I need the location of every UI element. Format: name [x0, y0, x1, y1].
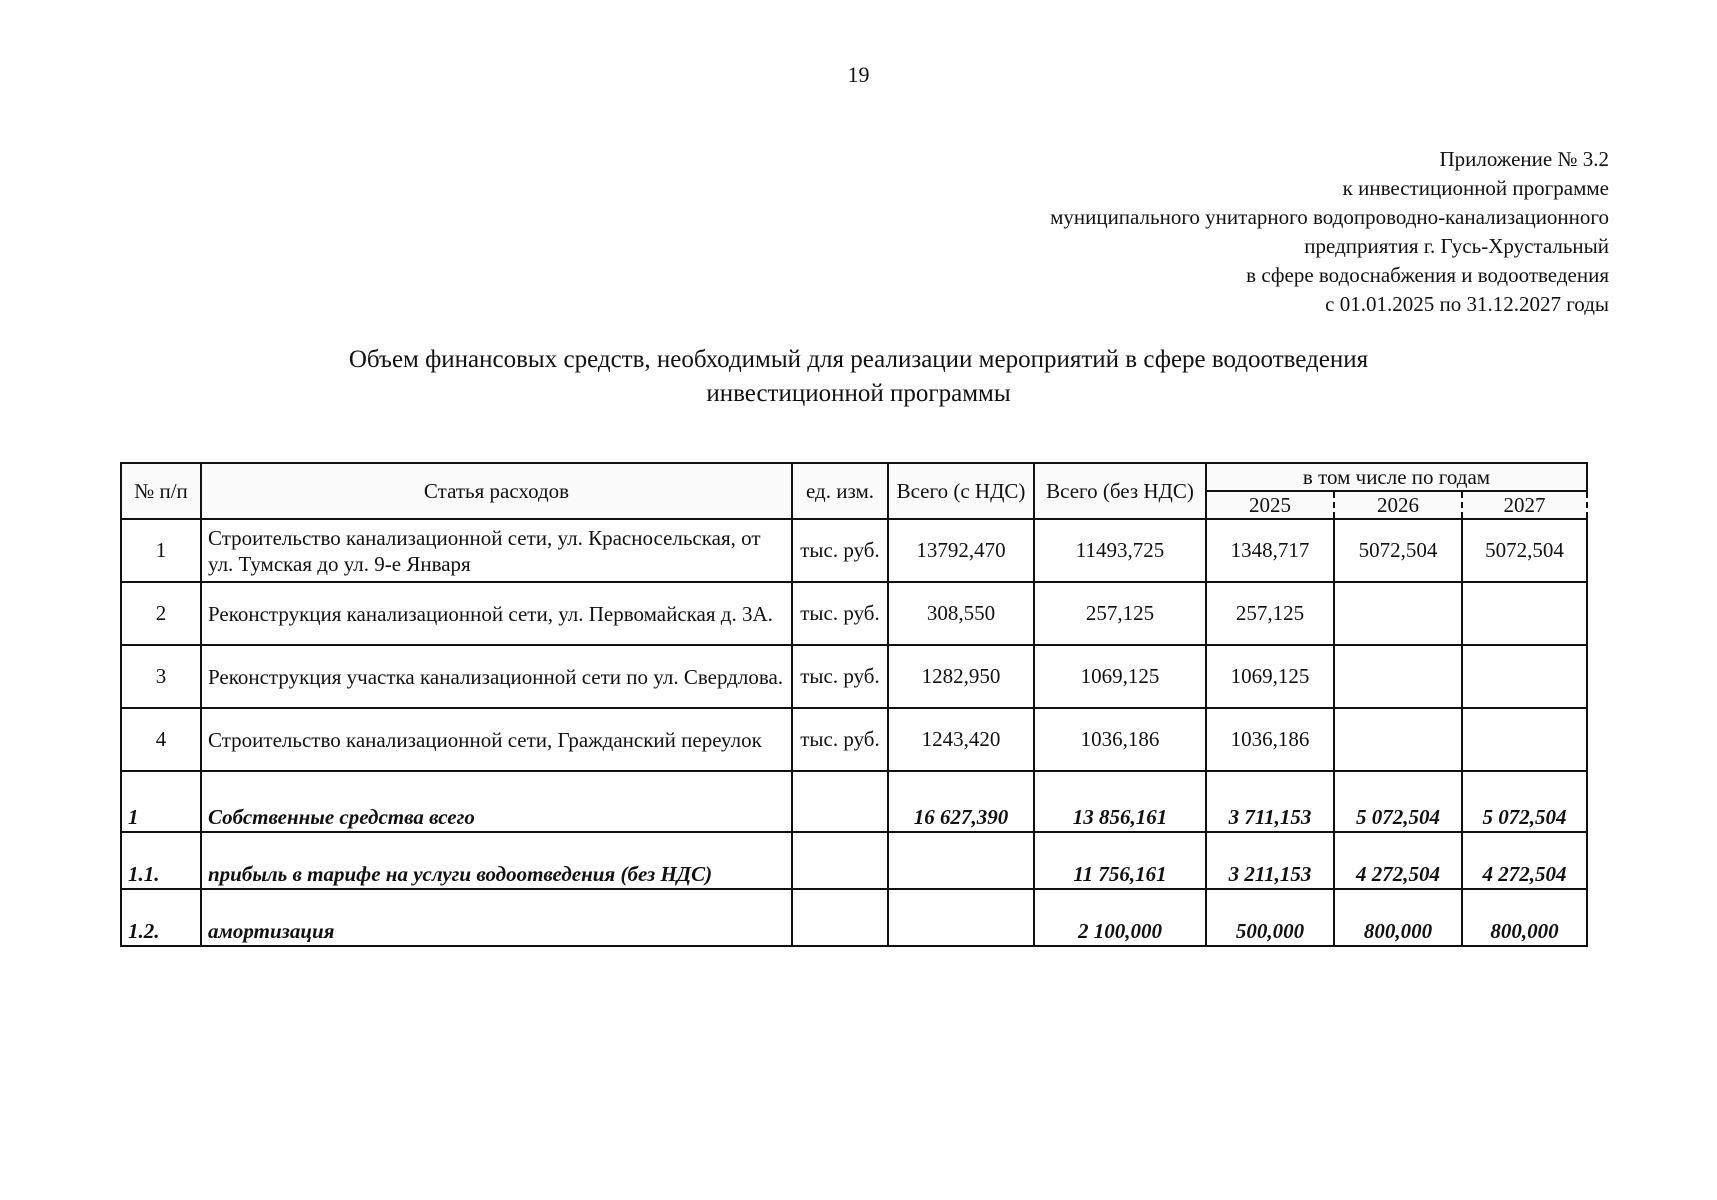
appendix-header [1050, 145, 1609, 319]
row-num: 3 [121, 645, 201, 708]
row-unit [792, 832, 888, 889]
row-total-novat: 257,125 [1034, 582, 1206, 645]
row-2027 [1462, 582, 1587, 645]
header-by-years: в том числе по годам [1206, 463, 1587, 491]
header-year: 2025 [1206, 491, 1334, 519]
row-item: амортизация [201, 889, 792, 946]
row-2025: 257,125 [1206, 582, 1334, 645]
row-item: Строительство канализационной сети, Гражданский переулок [201, 708, 792, 771]
row-2027: 5072,504 [1462, 519, 1587, 582]
appendix-line: предприятия г. Гусь-Хрустальный [1304, 234, 1609, 258]
row-num: 2 [121, 582, 201, 645]
row-2025: 1036,186 [1206, 708, 1334, 771]
row-unit [792, 771, 888, 832]
table-row [121, 519, 1587, 582]
header-year: 2027 [1462, 491, 1587, 519]
document-title [0, 343, 1717, 411]
summary-row [121, 889, 1587, 946]
row-2026 [1334, 645, 1462, 708]
appendix-line: муниципального унитарного водопроводно-канализационного [1050, 205, 1609, 229]
row-total-novat: 2 100,000 [1034, 889, 1206, 946]
header-total-vat: Всего (с НДС) [888, 463, 1034, 519]
row-total-novat: 11 756,161 [1034, 832, 1206, 889]
row-2026: 5072,504 [1334, 519, 1462, 582]
row-num: 1 [121, 771, 201, 832]
row-total-vat: 1282,950 [888, 645, 1034, 708]
row-2027 [1462, 645, 1587, 708]
row-total-vat: 1243,420 [888, 708, 1034, 771]
row-total-vat: 13792,470 [888, 519, 1034, 582]
row-2025: 500,000 [1206, 889, 1334, 946]
row-2026: 4 272,504 [1334, 832, 1462, 889]
budget-table [120, 462, 1588, 947]
row-2025: 3 711,153 [1206, 771, 1334, 832]
title-line: Объем финансовых средств, необходимый для реализации мероприятий в сфере водоотведения [348, 346, 1369, 373]
row-total-novat: 13 856,161 [1034, 771, 1206, 832]
row-total-novat: 1036,186 [1034, 708, 1206, 771]
row-item: прибыль в тарифе на услуги водоотведения (без НДС) [201, 832, 792, 889]
row-2025: 1069,125 [1206, 645, 1334, 708]
title-line: инвестиционной программы [706, 380, 1011, 407]
row-item: Реконструкция канализационной сети, ул. Первомайская д. 3А. [201, 582, 792, 645]
row-unit [792, 889, 888, 946]
row-2026: 800,000 [1334, 889, 1462, 946]
appendix-line: в сфере водоснабжения и водоотведения [1246, 263, 1609, 287]
row-2027: 5 072,504 [1462, 771, 1587, 832]
row-unit: тыс. руб. [792, 708, 888, 771]
header-unit: ед. изм. [792, 463, 888, 519]
page-number: 19 [847, 62, 870, 87]
header-year: 2026 [1334, 491, 1462, 519]
row-2027: 4 272,504 [1462, 832, 1587, 889]
row-2027 [1462, 708, 1587, 771]
table-row [121, 645, 1587, 708]
row-item: Строительство канализационной сети, ул. Красносельская, от ул. Тумская до ул. 9-е Января [201, 519, 792, 582]
row-num: 1 [121, 519, 201, 582]
row-2026 [1334, 582, 1462, 645]
header-item: Статья расходов [201, 463, 792, 519]
header-num: № п/п [121, 463, 201, 519]
row-unit: тыс. руб. [792, 645, 888, 708]
row-total-vat: 308,550 [888, 582, 1034, 645]
summary-row [121, 832, 1587, 889]
row-2026 [1334, 708, 1462, 771]
row-2025: 3 211,153 [1206, 832, 1334, 889]
appendix-line: с 01.01.2025 по 31.12.2027 годы [1325, 292, 1609, 316]
row-num: 1.1. [121, 832, 201, 889]
row-2025: 1348,717 [1206, 519, 1334, 582]
summary-row [121, 771, 1587, 832]
table-row [121, 582, 1587, 645]
row-num: 1.2. [121, 889, 201, 946]
row-item: Собственные средства всего [201, 771, 792, 832]
row-item: Реконструкция участка канализационной сети по ул. Свердлова. [201, 645, 792, 708]
row-unit: тыс. руб. [792, 519, 888, 582]
row-2027: 800,000 [1462, 889, 1587, 946]
table-row [121, 708, 1587, 771]
appendix-line: к инвестиционной программе [1342, 176, 1609, 200]
row-total-novat: 1069,125 [1034, 645, 1206, 708]
row-unit: тыс. руб. [792, 582, 888, 645]
row-total-vat: 16 627,390 [888, 771, 1034, 832]
row-total-novat: 11493,725 [1034, 519, 1206, 582]
row-total-vat [888, 889, 1034, 946]
row-total-vat [888, 832, 1034, 889]
appendix-line: Приложение № 3.2 [1439, 147, 1609, 171]
row-num: 4 [121, 708, 201, 771]
header-total-novat: Всего (без НДС) [1034, 463, 1206, 519]
row-2026: 5 072,504 [1334, 771, 1462, 832]
